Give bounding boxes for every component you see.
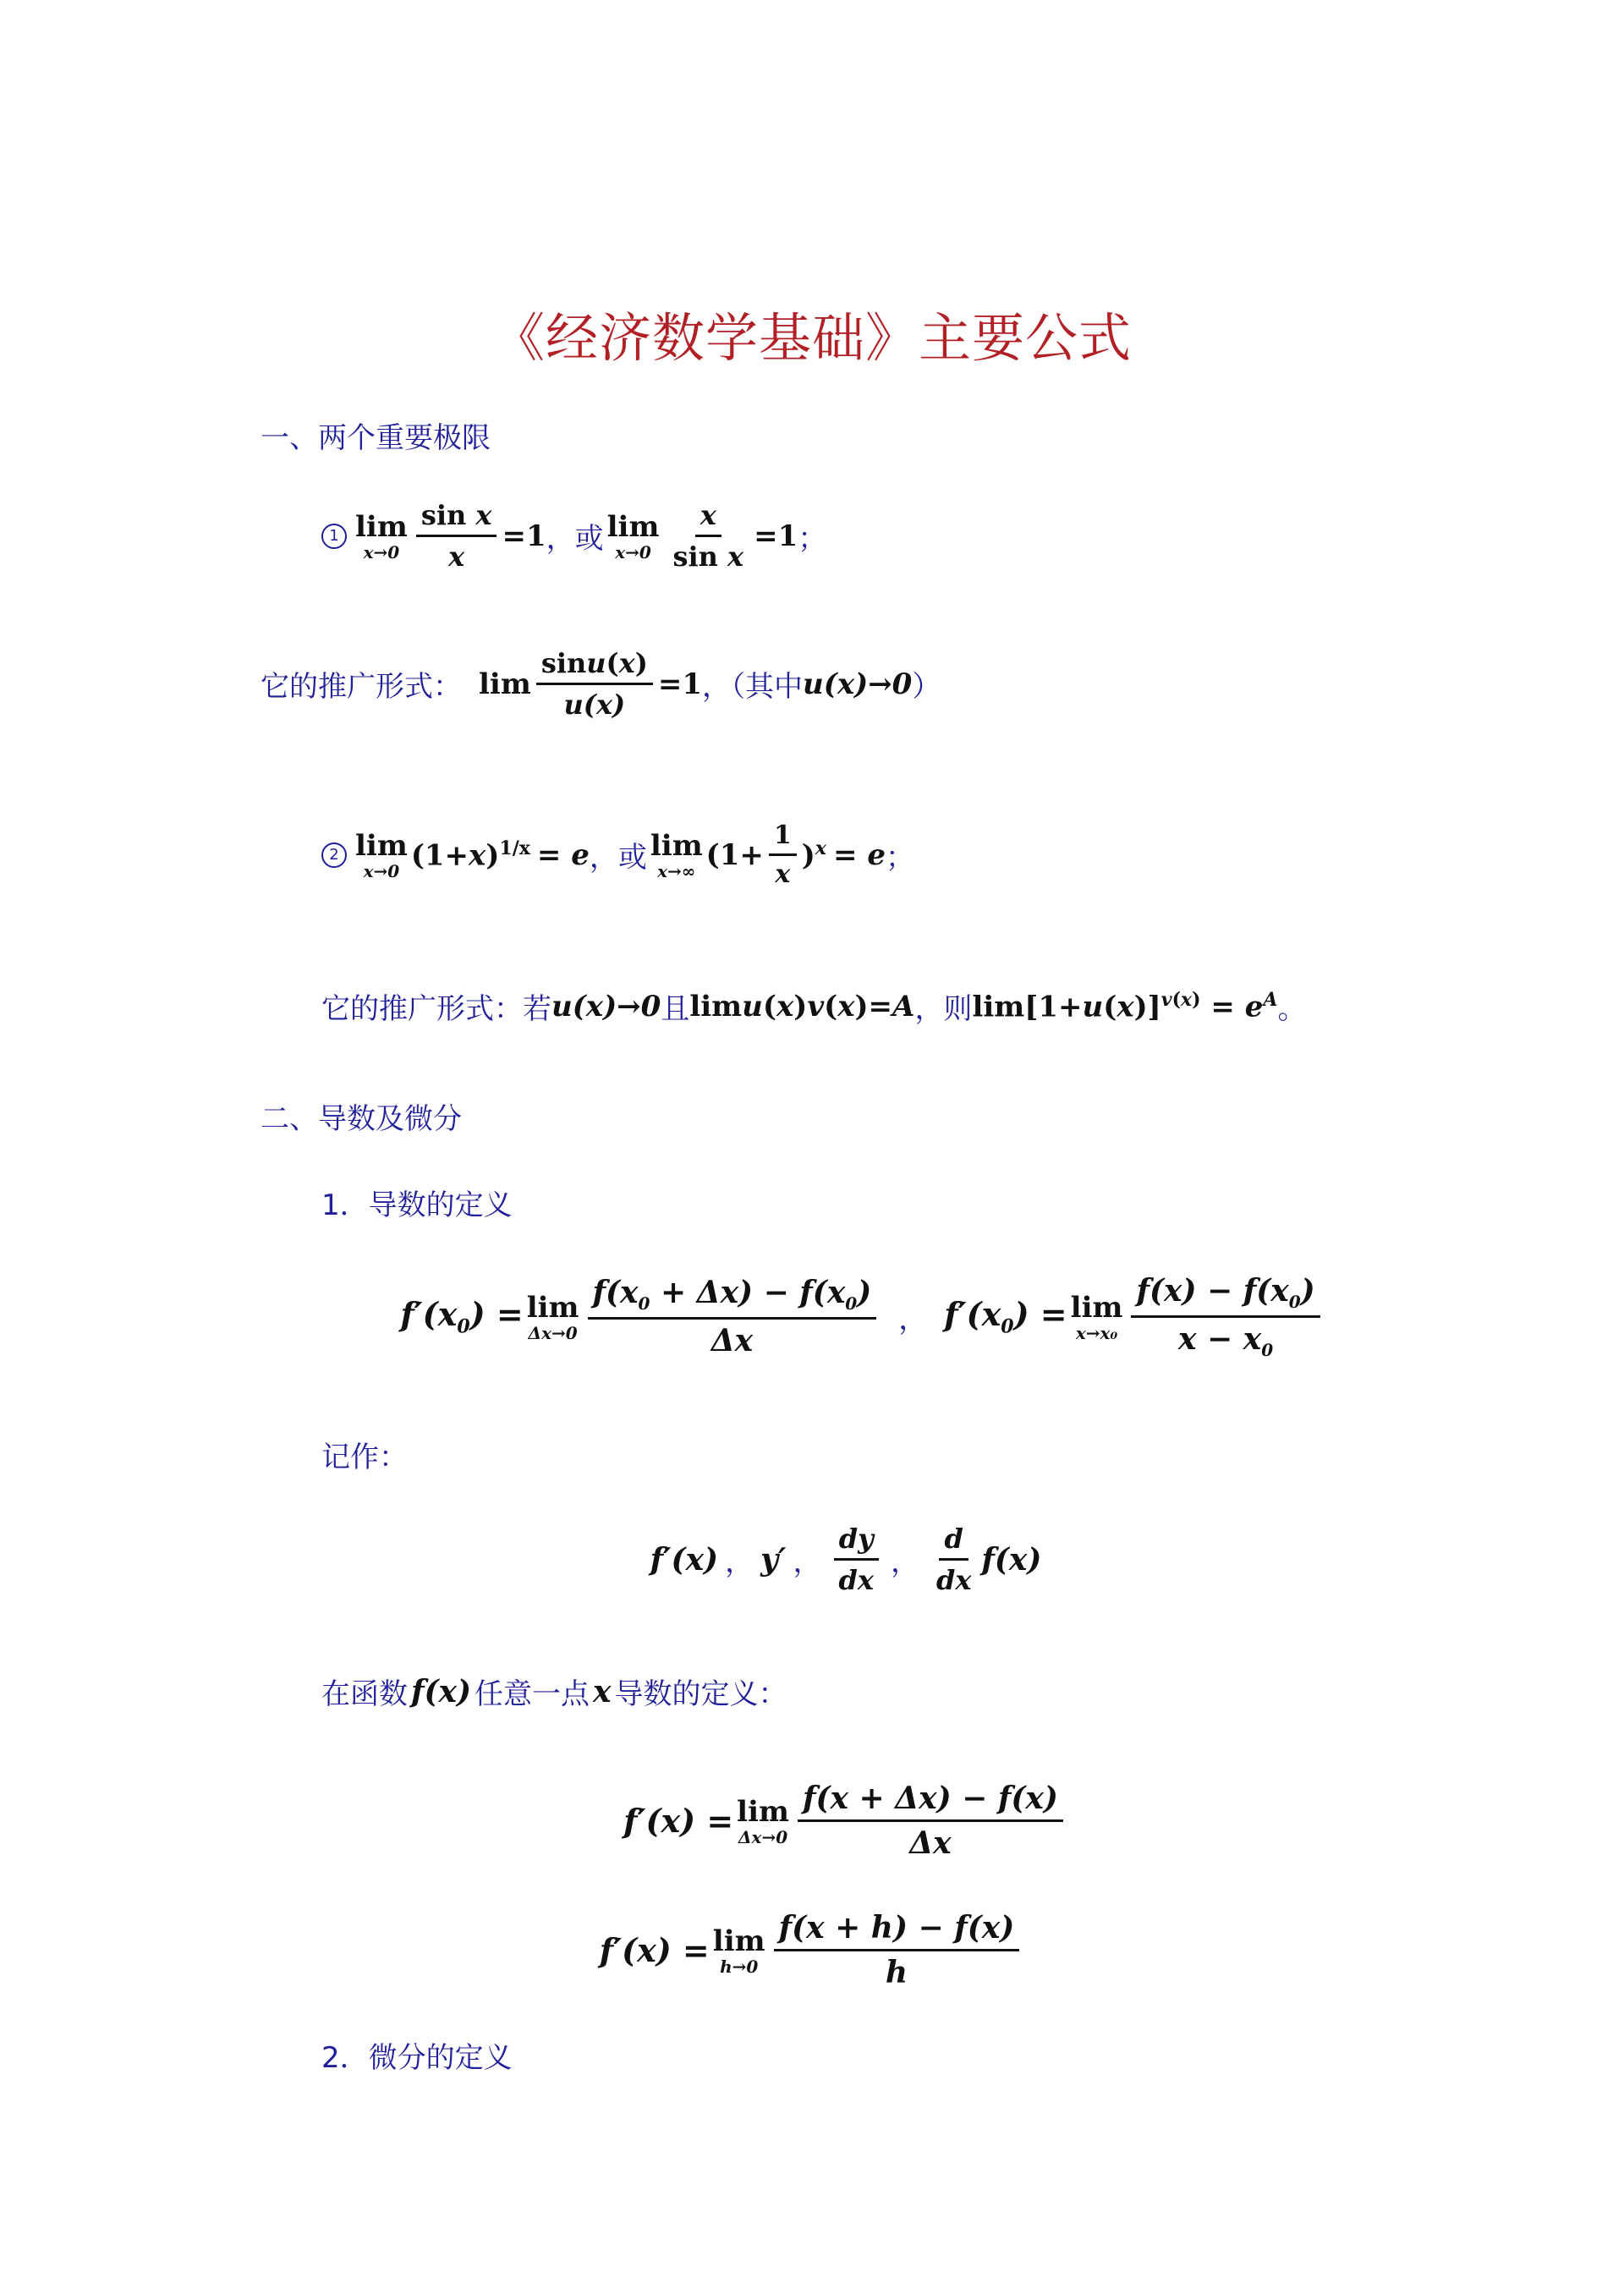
end-punct: ； [798, 522, 827, 556]
fraction-d-dx: $\frac{d}{dx}$ [935, 1523, 972, 1596]
formula-sin-generalization: 它的推广形式： lim $\frac{\sin u(x)}{u(x)}$ =1 ，（其中 u(x)→0 ） [261, 647, 941, 721]
formula-e-limit: 2 lim x→0 $(1+x)^{1/x}$ = e ，或 lim x→∞ (1+ $\frac{1}{x}$ )$^x$ = e ； [321, 820, 914, 889]
def-separator: ， [898, 1303, 928, 1337]
subsection-derivative-definition: 1．导数的定义 [321, 1188, 513, 1222]
or-separator: ，或 [546, 522, 604, 556]
any-point-mid: 任意一点 [475, 1677, 590, 1711]
formula-derivative-any-point-1: f′(x) = lim Δx→0 $\frac{f(x + \Delta x) - f(x)}{\Delta x}$ [34, 1781, 1624, 1861]
formula-e-generalization: 它的推广形式：若 u(x)→0 且 limu(x)v(x)=A ，则 $\lim[1+u(x)]^{v(x)} = e^A$ 。 [321, 985, 1306, 1027]
any-point-suffix: 导数的定义： [614, 1677, 787, 1711]
item-marker-1: 1 [321, 524, 347, 549]
and-word: 且 [661, 992, 690, 1026]
fraction-dy-dx: $\frac{dy}{dx}$ [834, 1523, 879, 1596]
note-open: ，（其中 [702, 670, 804, 704]
formula-derivative-notation: f′(x) ， y′ ， $\frac{dy}{dx}$ ， $\frac{d}{dx}$ f(x) [650, 1523, 1042, 1596]
formula-sin-limit: 1 lim x→0 $\frac{\text{sin x}}{x}$ =1 ，或 lim x→0 $\frac{x}{\text{sin x}}$ =1 ； [321, 499, 826, 573]
lim-operator: lim x→∞ [650, 828, 703, 881]
lim-operator: lim h→0 [712, 1924, 765, 1977]
lim-operator: lim Δx→0 [526, 1290, 579, 1343]
lim-operator: lim x→0 [355, 509, 408, 563]
fraction-x-over-sinx: $\frac{x}{\text{sin x}}$ [672, 499, 744, 573]
subsection-differential-definition: 2．微分的定义 [321, 2041, 513, 2075]
fraction-increment-quotient-x: $\frac{f(x + \Delta x) - f(x)}{\Delta x}$ [798, 1781, 1063, 1861]
formula-derivative-any-point-2: f′(x) = lim h→0 $\frac{f(x + h) - f(x)}{h}$ [0, 1910, 1624, 1990]
formula-derivative-definition: $f'(x_0)$ = lim Δx→0 $\frac{f(x_0 + \Delta x) - f(x_0)}{\Delta x}$ ， $f'(x_0)$ = lim x→x₀ $\frac{f(x) - f(x_0)}{x - x_0}$ [51, 1273, 1624, 1360]
section-heading-limits: 一、两个重要极限 [261, 421, 491, 455]
any-point-definition-line: 在函数 f(x) 任意一点 x 导数的定义： [321, 1671, 787, 1712]
fraction-increment-quotient: $\frac{f(x_0 + \Delta x) - f(x_0)}{\Delta x}$ [588, 1275, 877, 1358]
page-title: 《经济数学基础》主要公式 [491, 307, 1132, 369]
any-point-prefix: 在函数 [321, 1677, 408, 1711]
note-close: ） [912, 670, 941, 704]
lim-operator: lim x→x₀ [1070, 1290, 1123, 1343]
lim-operator: lim x→0 [606, 509, 660, 563]
fraction-difference-quotient: $\frac{f(x) - f(x_0)}{x - x_0}$ [1131, 1273, 1320, 1360]
fraction-sinx-over-x: $\frac{\text{sin x}}{x}$ [416, 499, 497, 573]
fraction-h-quotient: $\frac{f(x + h) - f(x)}{h}$ [774, 1910, 1020, 1990]
generalization-label: 它的推广形式： [261, 670, 462, 704]
end-punct: 。 [1277, 992, 1307, 1026]
end-punct: ； [885, 841, 914, 875]
lim-operator: lim x→0 [355, 828, 408, 881]
lim-operator: lim Δx→0 [737, 1794, 789, 1847]
notation-label: 记作： [321, 1441, 408, 1474]
fraction-sinu-over-u: $\frac{\sin u(x)}{u(x)}$ [536, 647, 653, 721]
section-heading-derivatives: 二、导数及微分 [261, 1102, 462, 1136]
generalization-label: 它的推广形式：若 [321, 992, 551, 1026]
or-separator: ，或 [589, 841, 647, 875]
item-marker-2: 2 [321, 842, 347, 868]
fraction-1-over-x: $\frac{1}{x}$ [769, 820, 797, 889]
then-word: ，则 [914, 992, 973, 1026]
